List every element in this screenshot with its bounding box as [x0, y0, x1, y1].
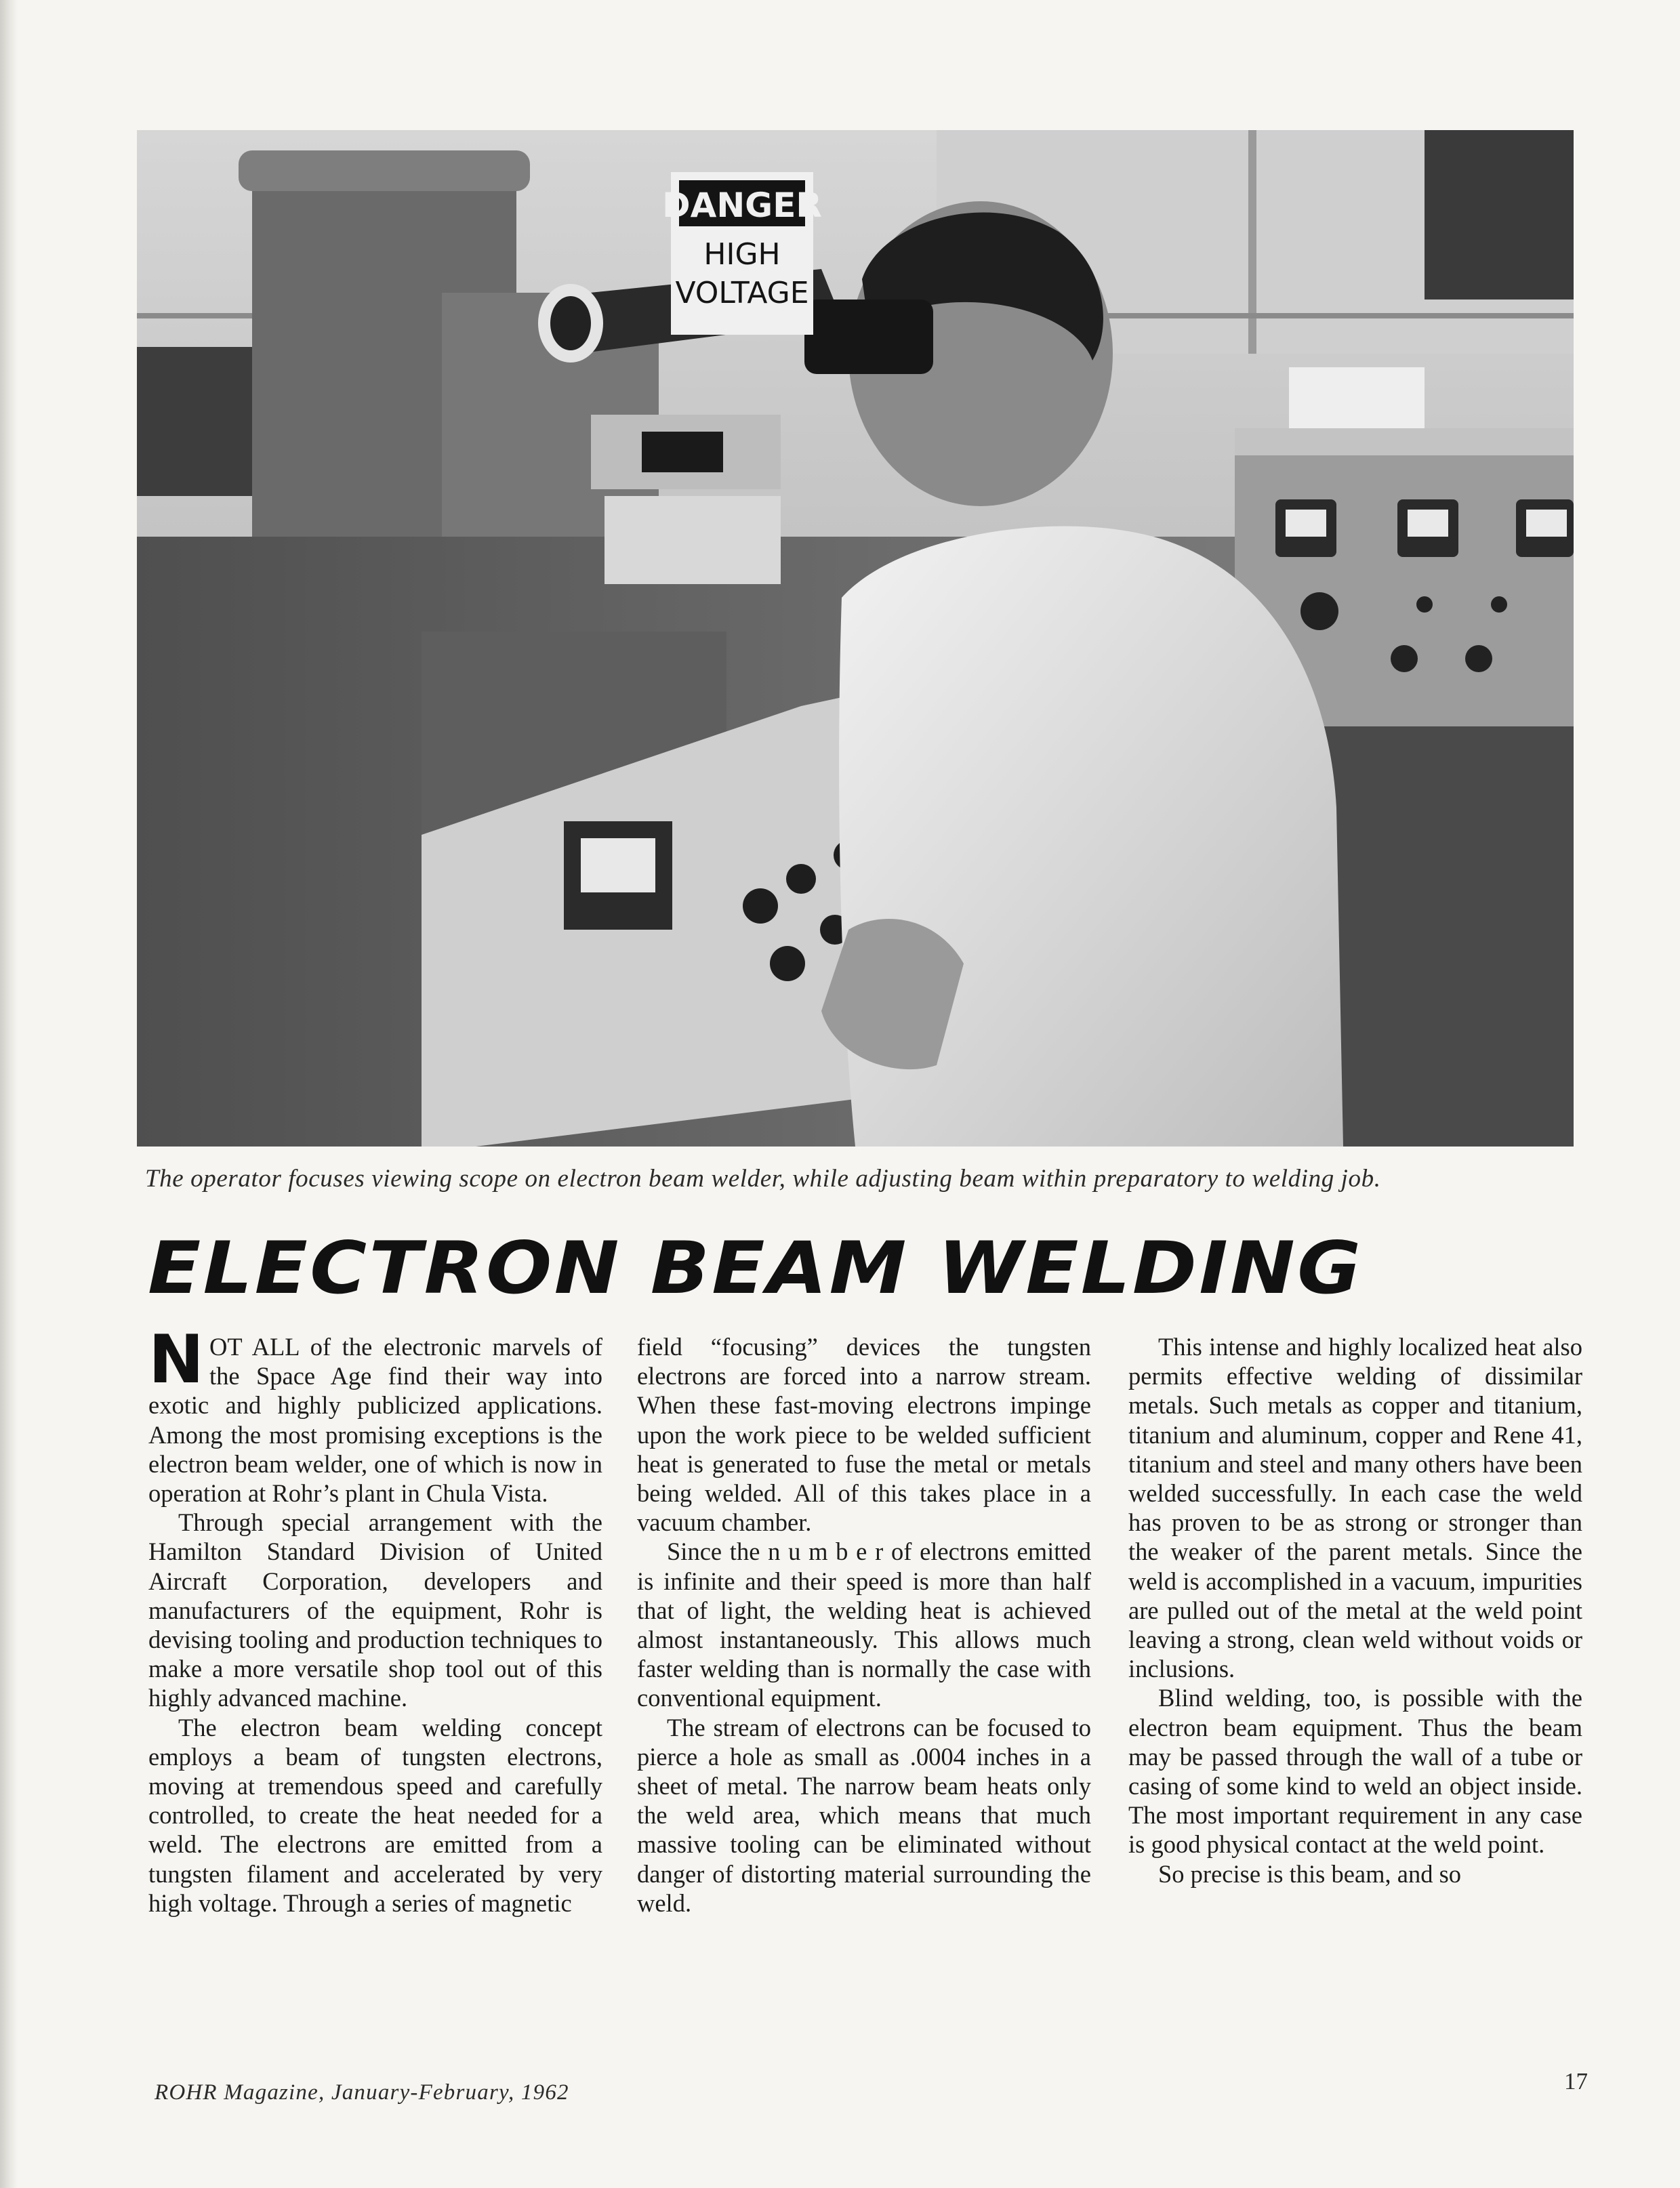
article-column-2 [637, 1332, 1091, 1918]
drop-cap: N [148, 1321, 205, 1399]
paragraph: So precise is this beam, and so [1158, 1859, 1462, 1888]
sign-danger-text: DANGER [662, 186, 822, 225]
article-column-3 [1128, 1332, 1582, 1888]
article-headline: ELECTRON BEAM WELDING [148, 1226, 1364, 1310]
welder-photo [137, 130, 1574, 1147]
page-spine-shadow [0, 0, 18, 2188]
article-column-1 [148, 1321, 602, 1918]
publication-footer: ROHR Magazine, January-February, 1962 [155, 2080, 569, 2105]
photo-illustration [137, 130, 1574, 1147]
paragraph: The electron beam welding concept employs a beam of tungsten electrons, moving at tremendous speed and carefully controlled, to create the heat needed for a weld. The electrons are emitted from a tungsten filament and accelerated by very high voltage. Through a series of magnetic [148, 1713, 602, 1917]
sign-high-text: HIGH [703, 237, 781, 272]
paragraph-text: OT ALL of the electronic marvels of the Space Age find their way into exotic and highly publicized applications. Among the most promising exceptions is the electron beam welder, one of which is now in operation at Rohr’s plant in Chula Vista. [148, 1333, 602, 1508]
paragraph: This intense and highly localized heat also permits effective welding of dissimilar metals. Such metals as copper and titanium, titanium and aluminum, copper and Rene 41, titanium and steel and many others have been welded successfully. In each case the weld has proven to be as strong or stronger than the weaker of the parent metals. Since the weld is accomplished in a vacuum, impurities are pulled out of the metal at the weld point leaving a strong, clean weld without voids or inclusions. [1128, 1333, 1582, 1683]
paragraph: Through special arrangement with the Hamilton Standard Division of United Aircraft Corporation, developers and manufacturers of the equipment, Rohr is devising tooling and production techniques to make a more versatile shop tool out of this highly advanced machine. [148, 1508, 602, 1712]
paragraph [148, 1321, 602, 1508]
photo-caption: The operator focuses viewing scope on electron beam welder, while adjusting beam within preparatory to welding job. [145, 1165, 1381, 1193]
paragraph: Since the n u m b e r of electrons emitted is infinite and their speed is more than half that of light, the welding heat is achieved almost instantaneously. This allows much faster welding than is normally the case with conventional equipment. [637, 1537, 1091, 1712]
page-number: 17 [1564, 2068, 1588, 2094]
paragraph: Blind welding, too, is possible with the electron beam equipment. Thus the beam may be passed through the wall of a tube or casing of some kind to weld an object inside. The most important requirement in any case is good physical contact at the weld point. [1128, 1684, 1582, 1859]
paragraph: field “focusing” devices the tungsten electrons are forced into a narrow stream. When these fast-moving electrons impinge upon the work piece to be welded sufficient heat is generated to fuse the metal or metals being welded. All of this takes place in a vacuum chamber. [637, 1333, 1091, 1537]
sign-voltage-text: VOLTAGE [675, 276, 809, 310]
paragraph: The stream of electrons can be focused to pierce a hole as small as .0004 inches in a sheet of metal. The narrow beam heats only the weld area, which means that much massive tooling can be eliminated without danger of distorting material surrounding the weld. [637, 1713, 1091, 1917]
